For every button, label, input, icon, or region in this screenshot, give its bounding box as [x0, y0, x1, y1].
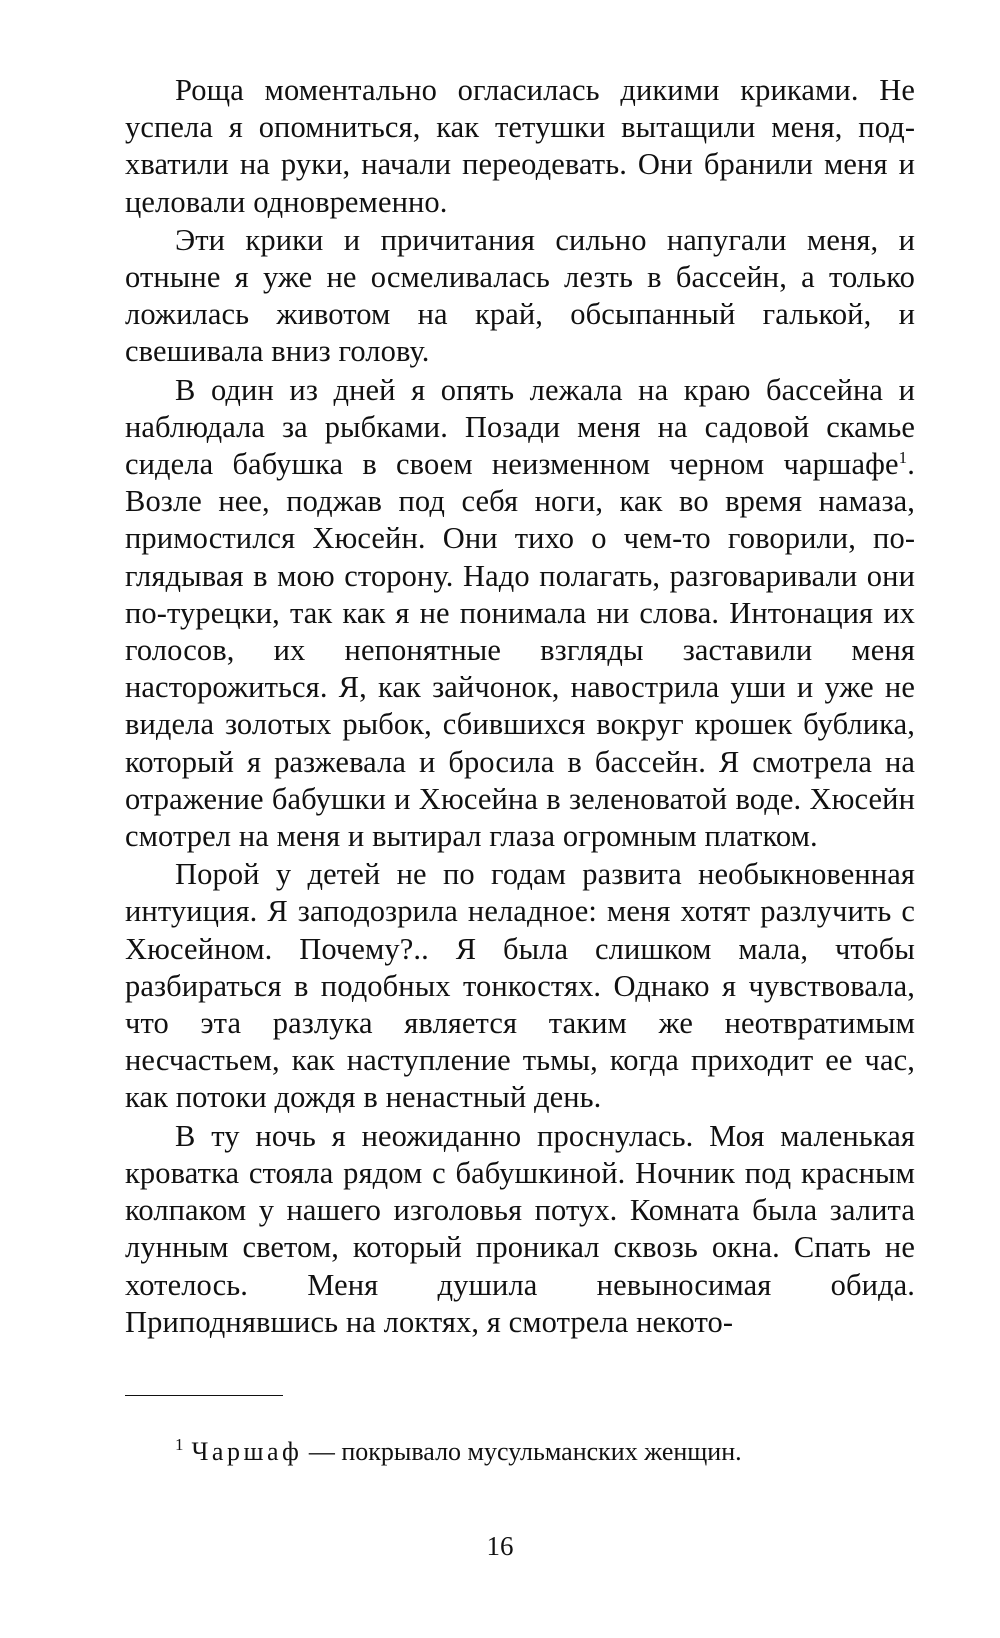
footnote-divider [125, 1395, 283, 1396]
paragraph-3-text-before-note: В один из дней я опять лежала на краю бассейна и наблюдала за рыбками. Позади меня на садовой скамье сидела бабушка в своем неизменном черном чаршафе [125, 372, 915, 482]
footnote-definition: — покрывало мусульманских женщин. [302, 1437, 742, 1466]
footnote-reference-mark: 1 [898, 447, 908, 467]
paragraph-3 [125, 372, 915, 856]
footnote [175, 1436, 742, 1468]
page-body [125, 72, 915, 1341]
paragraph-2: Эти крики и причитания сильно напугали меня, и отныне я уже не осмеливалась лезть в бассейн, а только ложилась животом на край, обсыпанный галькой, и свешивала вниз голову. [125, 222, 915, 369]
paragraph-1: Роща моментально огласилась дикими криками. Не успела я опомниться, как тетушки вытащили меня, подхватили на руки, начали переодевать. Они бранили меня и целовали одновременно. [125, 73, 915, 219]
footnote-term: Чаршаф [191, 1437, 303, 1466]
page-number: 16 [486, 1531, 514, 1561]
paragraph-3-text-after-note: . Возле нее, поджав под себя ноги, как во время намаза, примостился Хюсейн. Они тихо о чем-то говорили, поглядывая в мою сторону. Надо полагать, разговаривали они по-турецки, так как я не понимала ни слова. Интонация их голосов, их непонятные взгляды заставили меня насторожиться. Я, как зайчонок, навострила уши и уже не видела золотых рыбок, сбившихся вокруг крошек бублика, который я разжевала и бросила в бассейн. Я смотрела на отражение бабушки и Хюсейна в зеленоватой воде. Хюсейн смотрел на меня и вытирал глаза огромным платком. [125, 447, 915, 854]
paragraph-5: В ту ночь я неожиданно проснулась. Моя маленькая кроватка стояла рядом с бабушкиной. Ночник под красным колпаком у нашего изголовья потух. Комната была залита лунным светом, который проникал сквозь окна. Спать не хотелось. Меня душила невыносимая обида. Приподнявшись на локтях, я смотрела некото- [125, 1118, 915, 1339]
paragraph-4: Порой у детей не по годам развита необыкновенная интуиция. Я заподозрила неладное: меня хотят разлучить с Хюсейном. Почему?.. Я была слишком мала, чтобы разбираться в подобных тонкостях. Однако я чувствовала, что эта разлука является таким же неотвратимым несчастьем, как наступление тьмы, когда приходит ее час, как потоки дождя в ненастный день. [125, 857, 915, 1115]
footnote-mark: 1 [175, 1435, 184, 1455]
